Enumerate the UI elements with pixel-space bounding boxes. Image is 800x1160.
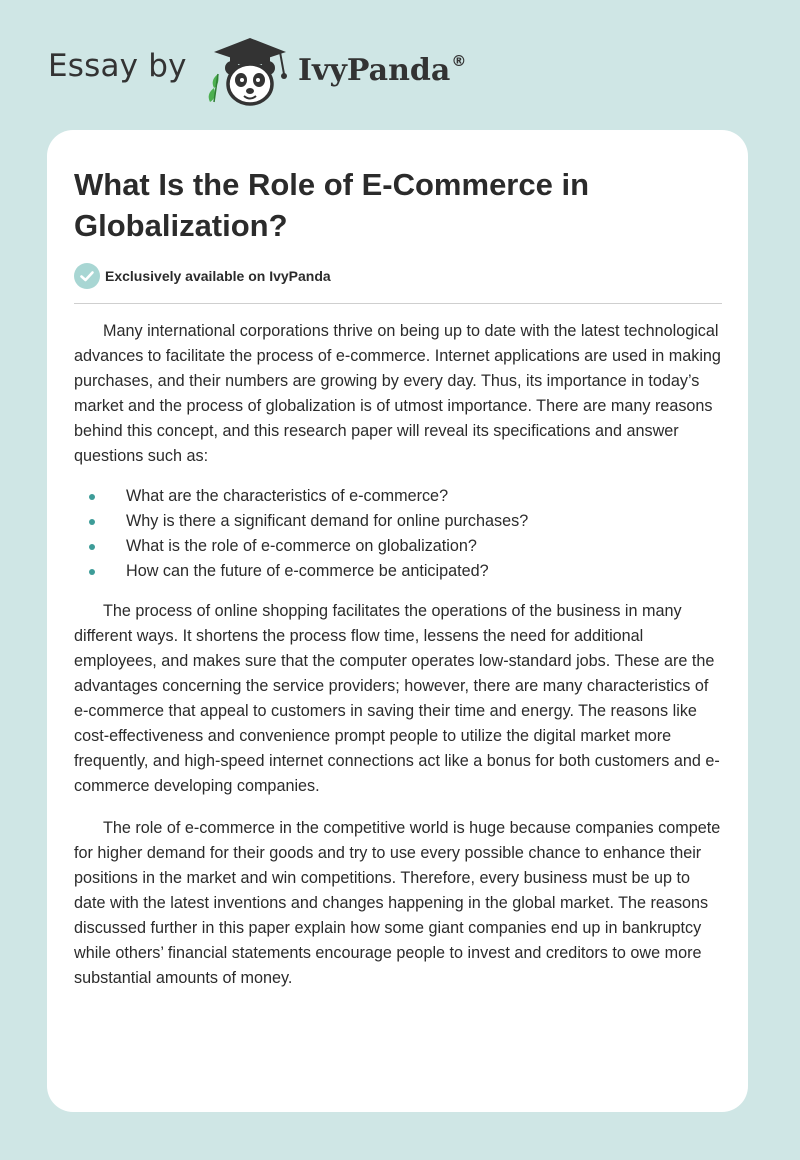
panda-graduate-icon	[200, 30, 292, 110]
list-item: How can the future of e-commerce be anticipated?	[74, 559, 724, 584]
bullet-icon	[89, 569, 95, 575]
brand-wordmark[interactable]: IvyPanda®	[298, 52, 467, 88]
exclusive-badge	[74, 263, 331, 289]
essay-by-label: Essay by	[48, 48, 187, 84]
paragraph: Many international corporations thrive on being up to date with the latest technological advances to facilitate the process of e-commerce. Internet applications are used in making purchases, and their numbers are growing by every day. Thus, its importance in today’s market and the process of globalization is of utmost importance. There are many reasons behind this concept, and this research paper will reveal its specifications and answer questions such as:	[74, 322, 721, 465]
list-item: Why is there a significant demand for online purchases?	[74, 509, 724, 534]
essay-body	[74, 319, 724, 991]
bullet-icon	[89, 494, 95, 500]
list-item: What are the characteristics of e-commerce?	[74, 484, 724, 509]
bullet-icon	[89, 519, 95, 525]
paragraph: The role of e-commerce in the competitive world is huge because companies compete for higher demand for their goods and try to use every possible chance to enhance their positions in the market and win competitions. Therefore, every business must be up to date with the latest inventions and changes happening in the global market. The reasons discussed further in this paper explain how some giant companies end up in bankruptcy while others’ financial statements encourage people to invest and creditors to owe more substantial amounts of money.	[74, 819, 721, 987]
check-circle-icon	[74, 263, 100, 289]
list-item: What is the role of e-commerce on globalization?	[74, 534, 724, 559]
essay-card	[47, 130, 748, 1112]
badge-label: Exclusively available on IvyPanda	[105, 268, 331, 284]
divider	[74, 303, 722, 304]
bullet-icon	[89, 544, 95, 550]
page-title: What Is the Role of E-Commerce in Globalization?	[74, 167, 590, 243]
site-header	[48, 30, 548, 110]
question-list	[74, 484, 724, 584]
paragraph: The process of online shopping facilitates the operations of the business in many different ways. It shortens the process flow time, lessens the need for additional employees, and makes sure that the computer operates low-standard jobs. These are the advantages concerning the service providers; however, there are many characteristics of e-commerce that appeal to customers in saving their time and energy. The reasons like cost-effectiveness and convenience prompt people to utilize the digital market more frequently, and high-speed internet connections act like a bonus for both customers and e-commerce developing companies.	[74, 602, 720, 795]
